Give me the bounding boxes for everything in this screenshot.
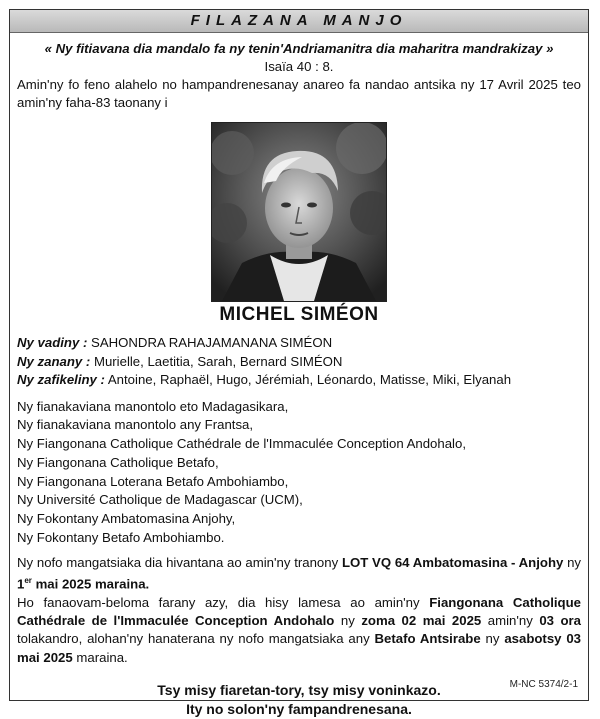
spouse-label: Ny vadiny : (17, 335, 88, 350)
list-item: Ny Fiangonana Catholique Betafo, (17, 454, 219, 470)
wake-text: Ny nofo mangatsiaka dia hivantana ao amin'ny tranony (17, 554, 342, 570)
list-item: Ny fianakaviana manontolo eto Madagasikara, (17, 398, 289, 414)
notice-body (17, 40, 581, 719)
wake-paragraph (17, 554, 581, 594)
closing-line-1: Tsy misy fiaretan-tory, tsy misy voninkazo. (157, 682, 441, 699)
list-item: Ny Fokontany Betafo Ambohiambo. (17, 530, 225, 546)
family-spouse (17, 334, 581, 353)
funeral-text: maraina. (72, 649, 128, 665)
spouse-names: SAHONDRA RAHAJAMANANA SIMÉON (91, 335, 333, 350)
funeral-text: ny (334, 613, 362, 629)
list-item: Ny Fiangonana Catholique Cathédrale de l'Immaculée Conception Andohalo, (17, 436, 466, 452)
list-item: Ny fianakaviana manontolo any Frantsa, (17, 417, 254, 433)
deceased-name: MICHEL SIMÉON (219, 304, 379, 325)
notice-title: FILAZANA MANJO (10, 10, 588, 33)
children-label: Ny zanany : (17, 353, 91, 369)
wake-text: ny (563, 554, 582, 570)
closing-line-2: Ity no solon'ny fampandrenesana. (186, 701, 412, 718)
portrait-photo-image (212, 123, 386, 301)
family-children (17, 353, 581, 372)
funeral-text: amin'ny (481, 613, 540, 629)
funeral-text: ny (480, 631, 505, 647)
burial-date: asabotsy 03 mai 2025 (17, 631, 581, 665)
verse-reference: Isaïa 40 : 8. (264, 59, 334, 74)
intro-text: Amin'ny fo feno alahelo no hampandrenesanay anareo fa nandao antsika ny 17 Avril 2025 teo amin'ny faha-83 taonany i (17, 77, 581, 110)
funeral-text: tolakandro, alohan'ny hanaterana ny nofo mangatsiaka any (17, 631, 375, 647)
family-grandchildren (17, 371, 581, 390)
portrait-photo (211, 122, 387, 302)
bible-quote: « Ny fitiavana dia mandalo fa ny tenin'Andriamanitra dia maharitra mandrakizay » (44, 41, 554, 56)
funeral-mass-date: zoma 02 mai 2025 (361, 613, 482, 629)
list-item: Ny Fokontany Ambatomasina Anjohy, (17, 511, 236, 527)
grandchildren-label: Ny zafikeliny : (17, 372, 105, 387)
funeral-church: Fiangonana Catholique Cathédrale de l'Immaculée Conception Andohalo (17, 594, 581, 629)
notice-frame (9, 9, 589, 718)
wake-date: mai 2025 maraina. (31, 576, 150, 592)
wake-address: LOT VQ 64 Ambatomasina - Anjohy (341, 554, 564, 570)
funeral-text: Ho fanaovam-beloma farany azy, dia hisy lamesa ao amin'ny (17, 594, 430, 610)
wake-date-sup: er (24, 576, 32, 586)
funeral-mass-time: 03 ora (539, 613, 582, 629)
wake-date-day: 1 (17, 576, 25, 592)
closing-note (17, 681, 581, 719)
burial-place: Betafo Antsirabe (374, 631, 481, 647)
children-names: Murielle, Laetitia, Sarah, Bernard SIMÉON (93, 353, 343, 369)
list-item: Ny Université Catholique de Madagascar (UCM), (17, 492, 303, 508)
funeral-paragraph (17, 594, 581, 667)
grandchildren-names: Antoine, Raphaël, Hugo, Jérémiah, Léonardo, Matisse, Miki, Elyanah (107, 372, 512, 387)
relatives-list (17, 398, 581, 548)
list-item: Ny Fiangonana Loterana Betafo Ambohiambo, (17, 473, 289, 489)
reference-code: M-NC 5374/2-1 (509, 679, 578, 690)
